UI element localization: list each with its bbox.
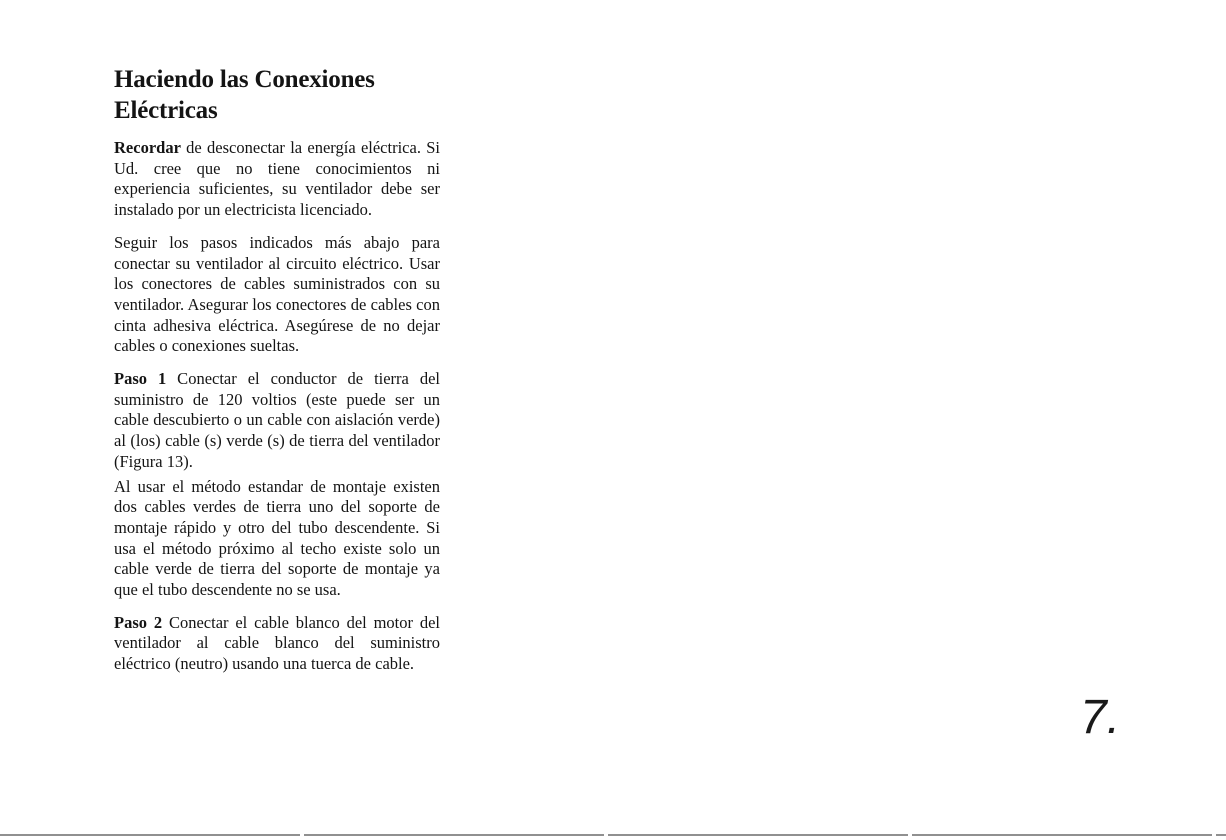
section-title bbox=[114, 64, 440, 126]
paragraph-text: Conectar el cable blanco del motor del ventilador al cable blanco del suministro eléctrico (neutro) usando una tuerca de cable. bbox=[114, 612, 441, 674]
paragraph-text: Conectar el conductor de tierra del suministro de 120 voltios (este puede ser un cable descubierto o un cable con aislación verde) al (los) cable (s) verde (s) de tierra del ventilador (Figura 13). bbox=[114, 369, 440, 471]
paragraph-text: Al usar el método estandar de montaje existen dos cables verdes de tierra uno del soporte de montaje rápido y otro del tubo descendente. Si usa el método próximo al techo existe solo un cable verde de tierra del soporte de montaje ya que el tubo descendente no se usa. bbox=[114, 476, 440, 600]
paragraph-text: Seguir los pasos indicados más abajo para conectar su ventilador al circuito eléctrico. Usar los conectores de cables suministrados con su ventilador. Asegurar los conectores de cables con cinta adhesiva eléctrica. Asegúrese de no dejar cables o conexiones sueltas. bbox=[114, 232, 440, 356]
paragraph-step-2 bbox=[114, 613, 440, 675]
paragraph-text: de desconectar la energía eléctrica. Si Ud. cree que no tiene conocimientos ni experiencia suficientes, su ventilador debe ser instalado por un electricista licenciado. bbox=[114, 138, 440, 220]
paragraph-lead: Paso 2 bbox=[114, 612, 163, 632]
paragraph-step-1 bbox=[114, 369, 440, 473]
paragraph-reminder bbox=[114, 138, 440, 221]
section-title-line-2: Eléctricas bbox=[114, 97, 218, 124]
section-title-line-1: Haciendo las Conexiones bbox=[114, 66, 375, 93]
paragraph-instructions bbox=[114, 233, 440, 357]
paragraph-lead: Paso 1 bbox=[114, 369, 167, 389]
paragraph-lead: Recordar bbox=[114, 138, 181, 157]
page-number: 7. bbox=[1080, 691, 1121, 744]
bottom-divider bbox=[0, 834, 1226, 836]
text-column bbox=[114, 64, 440, 687]
paragraph-mounting-note bbox=[114, 477, 440, 601]
